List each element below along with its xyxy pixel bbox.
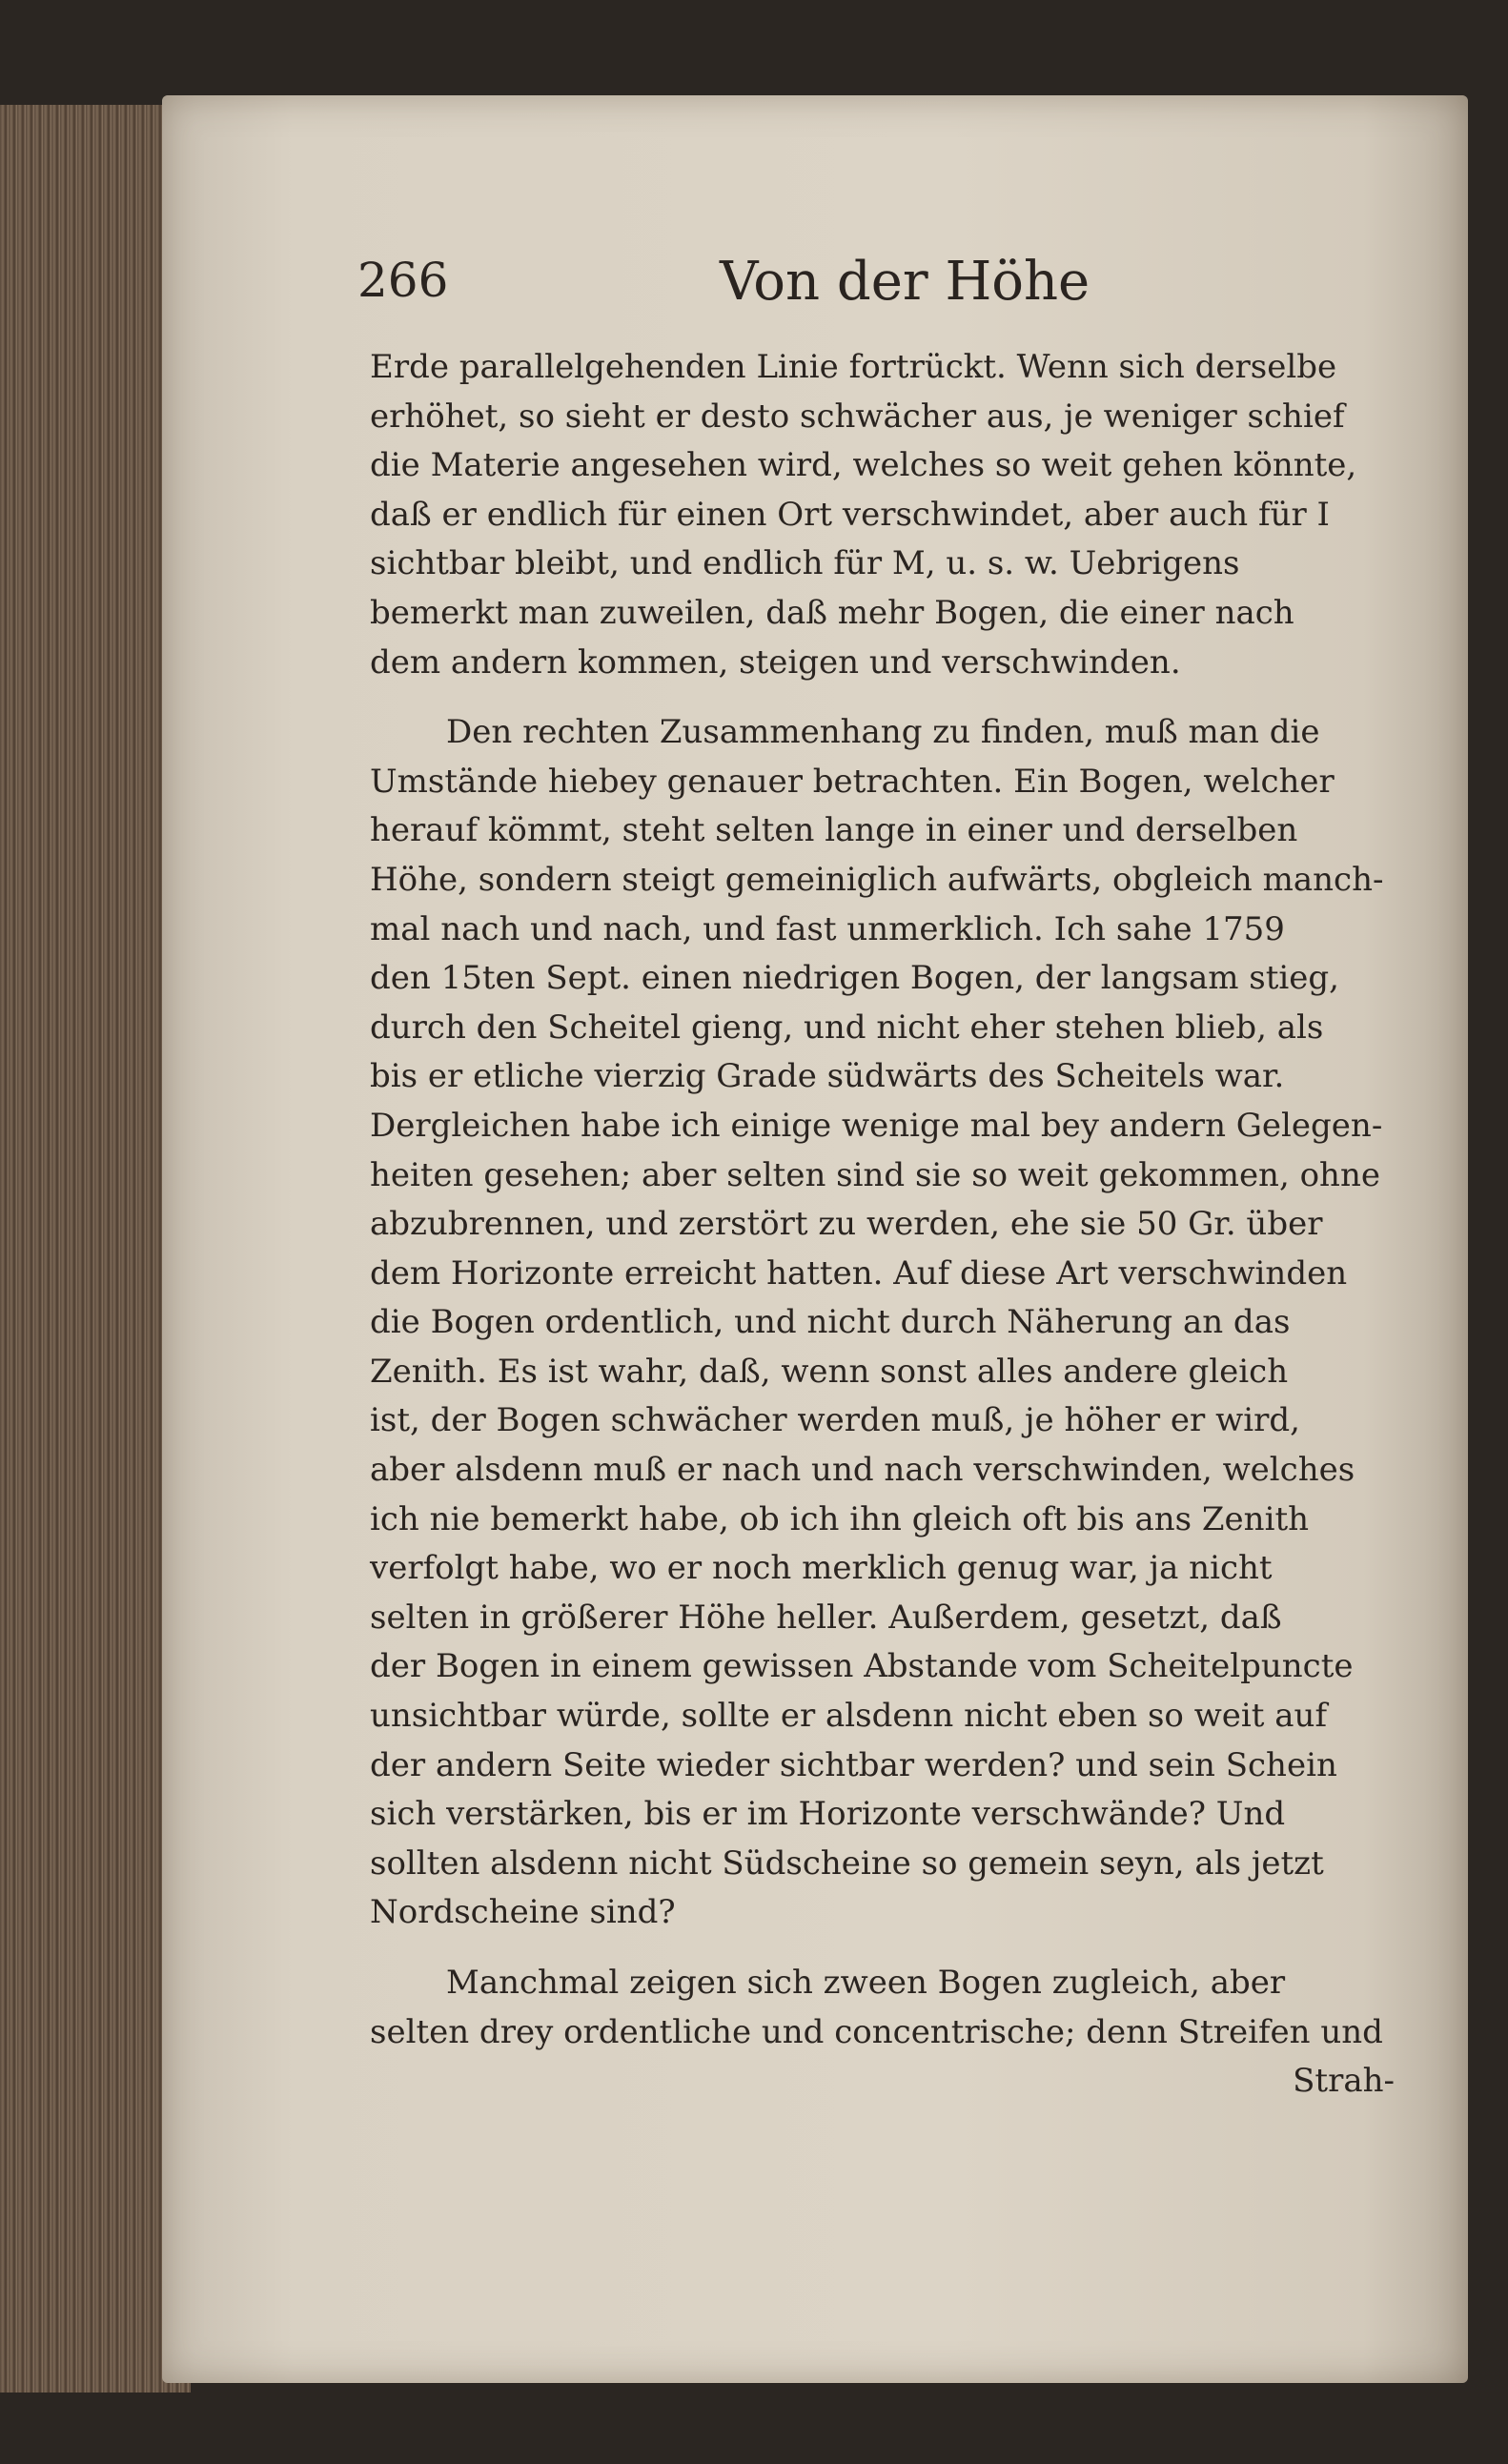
- text-line: dem andern kommen, steigen und verschwinden.: [370, 642, 1181, 682]
- text-line: abzubrennen, und zerstört zu werden, ehe sie 50 Gr. über: [370, 1205, 1323, 1244]
- text-line: die Bogen ordentlich, und nicht durch Näherung an das: [370, 1303, 1291, 1342]
- text-line: Den rechten Zusammenhang zu finden, muß man die: [446, 713, 1320, 752]
- text-line: Dergleichen habe ich einige wenige mal bey andern Gelegen-: [370, 1106, 1383, 1145]
- text-line: Erde parallelgehenden Linie fortrückt. Wenn sich derselbe: [370, 348, 1337, 386]
- text-line: der Bogen in einem gewissen Abstande vom Scheitelpuncte: [370, 1647, 1354, 1686]
- paragraph-1: [370, 343, 1395, 687]
- text-line: bemerkt man zuweilen, daß mehr Bogen, die einer nach: [370, 593, 1294, 632]
- text-line: durch den Scheitel gieng, und nicht eher stehen blieb, als: [370, 1008, 1324, 1047]
- page-number: 266: [357, 253, 449, 308]
- catchword: Strah-: [1293, 2062, 1395, 2101]
- running-title: Von der Höhe: [720, 251, 1090, 313]
- text-line: bis er etliche vierzig Grade südwärts des Scheitels war.: [370, 1057, 1285, 1096]
- text-line: erhöhet, so sieht er desto schwächer aus, je weniger schief: [370, 397, 1345, 436]
- text-line: aber alsdenn muß er nach und nach verschwinden, welches: [370, 1451, 1355, 1490]
- text-line: Umstände hiebey genauer betrachten. Ein Bogen, welcher: [370, 762, 1335, 801]
- text-line: selten drey ordentliche und concentrische; denn Streifen und: [370, 2012, 1383, 2051]
- text-line: sichtbar bleibt, und endlich für M, u. s. w. Uebrigens: [370, 544, 1240, 583]
- text-line: mal nach und nach, und fast unmerklich. Ich sahe 1759: [370, 909, 1285, 948]
- text-line: die Materie angesehen wird, welches so weit gehen könnte,: [370, 446, 1357, 485]
- text-line: sollten alsdenn nicht Südscheine so gemein seyn, als jetzt: [370, 1843, 1324, 1883]
- text-line: Manchmal zeigen sich zween Bogen zugleich, aber: [446, 1964, 1286, 2002]
- text-line: ich nie bemerkt habe, ob ich ihn gleich oft bis ans Zenith: [370, 1499, 1310, 1538]
- body-text: [370, 343, 1395, 2107]
- text-line: herauf kömmt, steht selten lange in einer und derselben: [370, 811, 1298, 850]
- text-line: sich verstärken, bis er im Horizonte verschwände? Und: [370, 1795, 1286, 1834]
- text-line: Nordscheine sind?: [370, 1893, 676, 1932]
- text-line: unsichtbar würde, sollte er alsdenn nicht eben so weit auf: [370, 1697, 1328, 1736]
- text-line: daß er endlich für einen Ort verschwindet, aber auch für I: [370, 495, 1330, 534]
- page-header: [357, 243, 1406, 319]
- text-line: ist, der Bogen schwächer werden muß, je höher er wird,: [370, 1401, 1300, 1440]
- paragraph-2: [370, 708, 1395, 1938]
- text-line: Höhe, sondern steigt gemeiniglich aufwärts, obgleich manch-: [370, 860, 1384, 899]
- text-line: verfolgt habe, wo er noch merklich genug war, ja nicht: [370, 1549, 1273, 1588]
- text-line: heiten gesehen; aber selten sind sie so weit gekommen, ohne: [370, 1155, 1380, 1194]
- paragraph-3: [370, 1959, 1395, 2057]
- text-line: Zenith. Es ist wahr, daß, wenn sonst alles andere gleich: [370, 1352, 1289, 1391]
- text-line: selten in größerer Höhe heller. Außerdem, gesetzt, daß: [370, 1598, 1282, 1637]
- text-line: dem Horizonte erreicht hatten. Auf diese Art verschwinden: [370, 1253, 1348, 1293]
- text-line: den 15ten Sept. einen niedrigen Bogen, der langsam stieg,: [370, 959, 1339, 998]
- text-line: der andern Seite wieder sichtbar werden? und sein Schein: [370, 1745, 1337, 1784]
